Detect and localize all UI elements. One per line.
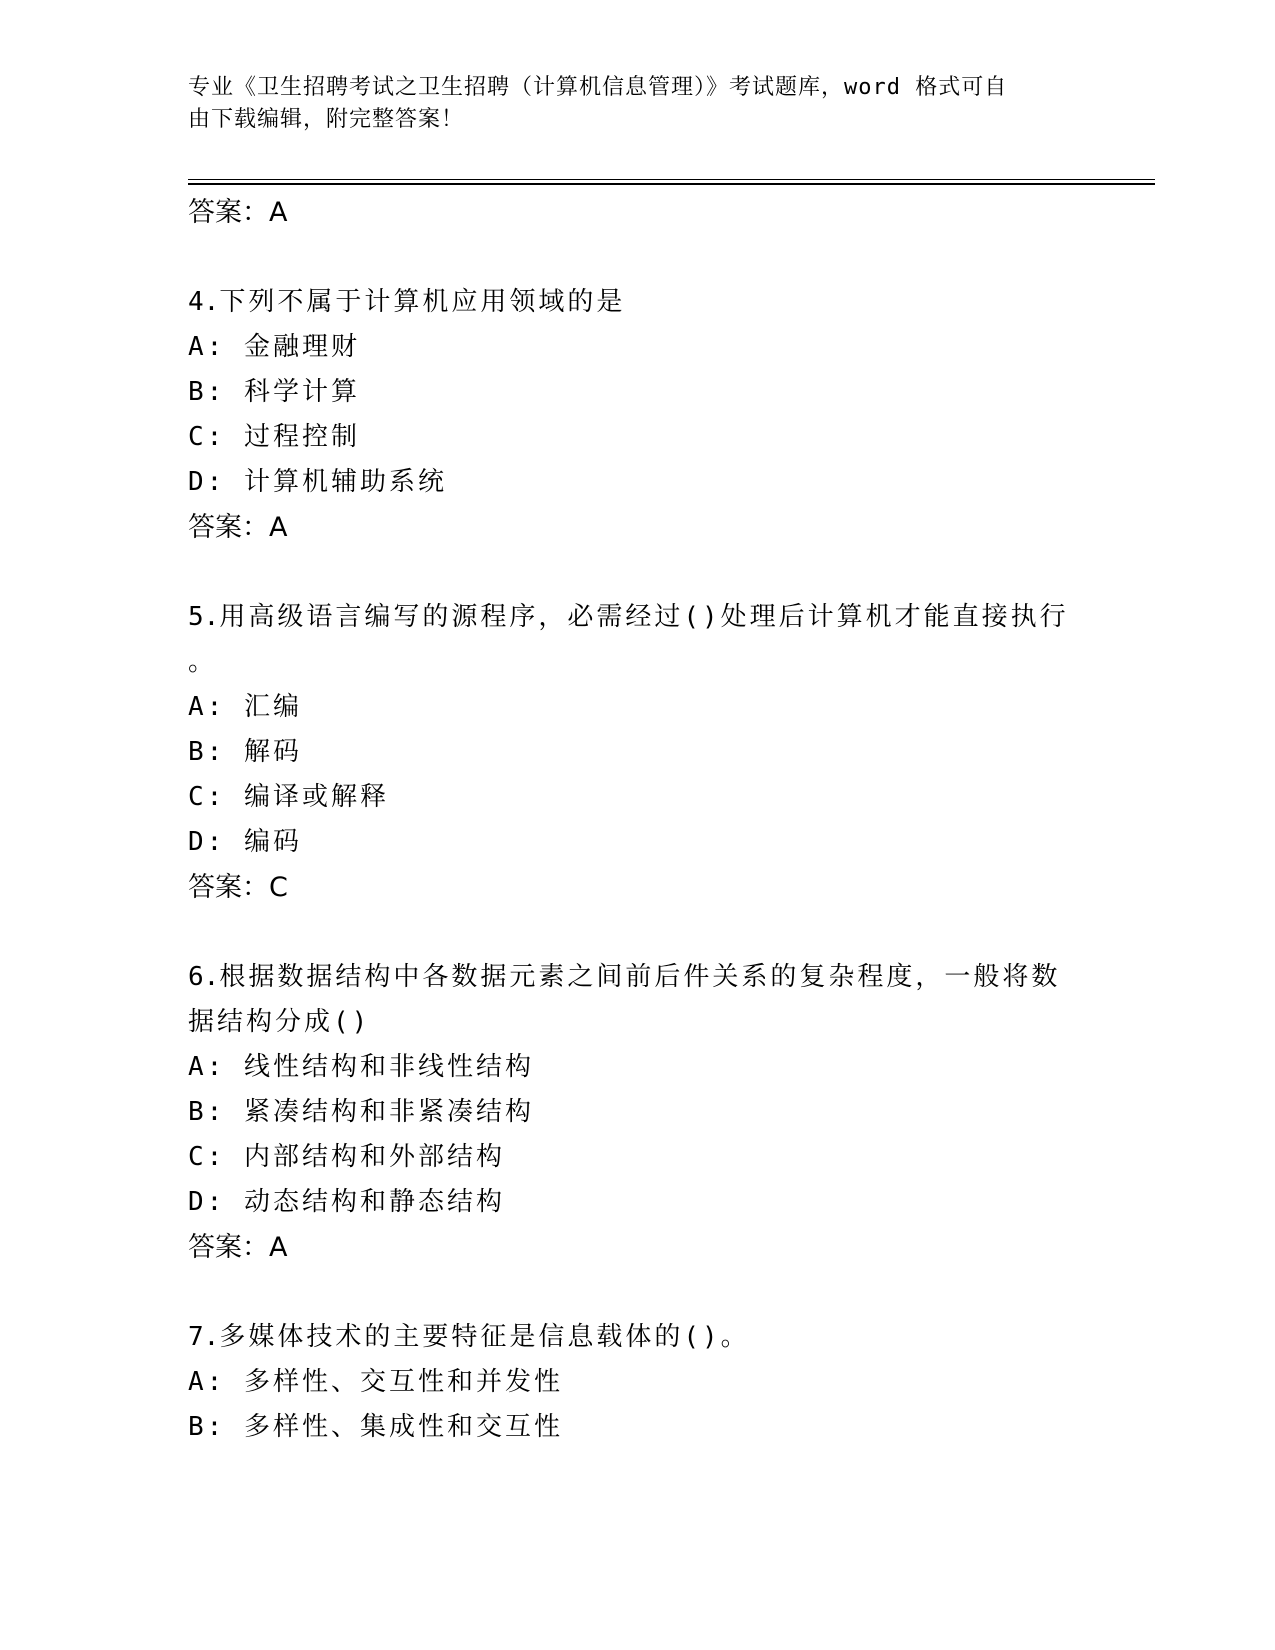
header-line-1: 专业《卫生招聘考试之卫生招聘（计算机信息管理）》考试题库，word 格式可自 <box>188 75 1008 100</box>
question-number: 5. <box>188 602 220 632</box>
question-text: 4.下列不属于计算机应用领域的是 <box>188 287 626 317</box>
document-header <box>188 72 1068 136</box>
option-c: C: 编译或解释 <box>188 782 389 812</box>
option-b: B: 解码 <box>188 737 302 767</box>
question-text-continuation: 。 <box>188 647 218 677</box>
header-rule-thick <box>188 183 1155 185</box>
question-text-continuation: 据结构分成() <box>188 1007 371 1037</box>
answer-line <box>188 1225 1088 1271</box>
option-a: A: 汇编 <box>188 692 302 722</box>
question-block <box>188 1315 1088 1450</box>
question-number: 4. <box>188 287 220 317</box>
answer-prefix: 答案： <box>188 872 269 903</box>
option-b: B: 紧凑结构和非紧凑结构 <box>188 1097 534 1127</box>
answer-prefix: 答案： <box>188 1232 269 1263</box>
option-d: D: 编码 <box>188 827 302 857</box>
question-block <box>188 280 1088 551</box>
answer-line <box>188 865 1088 911</box>
option-a: A: 金融理财 <box>188 332 360 362</box>
option-c: C: 内部结构和外部结构 <box>188 1142 505 1172</box>
answer-line <box>188 190 1088 236</box>
question-block <box>188 955 1088 1271</box>
answer-value: C <box>269 872 288 903</box>
question-text: 5.用高级语言编写的源程序，必需经过()处理后计算机才能直接执行 <box>188 602 1069 632</box>
answer-line <box>188 505 1088 551</box>
answer-value: A <box>269 197 288 228</box>
question-list <box>188 190 1088 1450</box>
option-b: B: 科学计算 <box>188 377 360 407</box>
question-number: 6. <box>188 962 220 992</box>
question-block <box>188 595 1088 911</box>
header-rule-thin <box>188 179 1155 180</box>
option-d: D: 动态结构和静态结构 <box>188 1187 505 1217</box>
header-line-2: 由下载编辑，附完整答案！ <box>188 107 465 132</box>
question-text: 6.根据数据结构中各数据元素之间前后件关系的复杂程度，一般将数 <box>188 962 1061 992</box>
answer-value: A <box>269 1232 288 1263</box>
option-a: A: 多样性、交互性和并发性 <box>188 1367 563 1397</box>
answer-value: A <box>269 512 288 543</box>
option-b: B: 多样性、集成性和交互性 <box>188 1412 563 1442</box>
option-d: D: 计算机辅助系统 <box>188 467 447 497</box>
option-c: C: 过程控制 <box>188 422 360 452</box>
question-text: 7.多媒体技术的主要特征是信息载体的()。 <box>188 1322 750 1352</box>
question-number: 7. <box>188 1322 220 1352</box>
answer-prefix: 答案： <box>188 197 269 228</box>
answer-prefix: 答案： <box>188 512 269 543</box>
option-a: A: 线性结构和非线性结构 <box>188 1052 534 1082</box>
